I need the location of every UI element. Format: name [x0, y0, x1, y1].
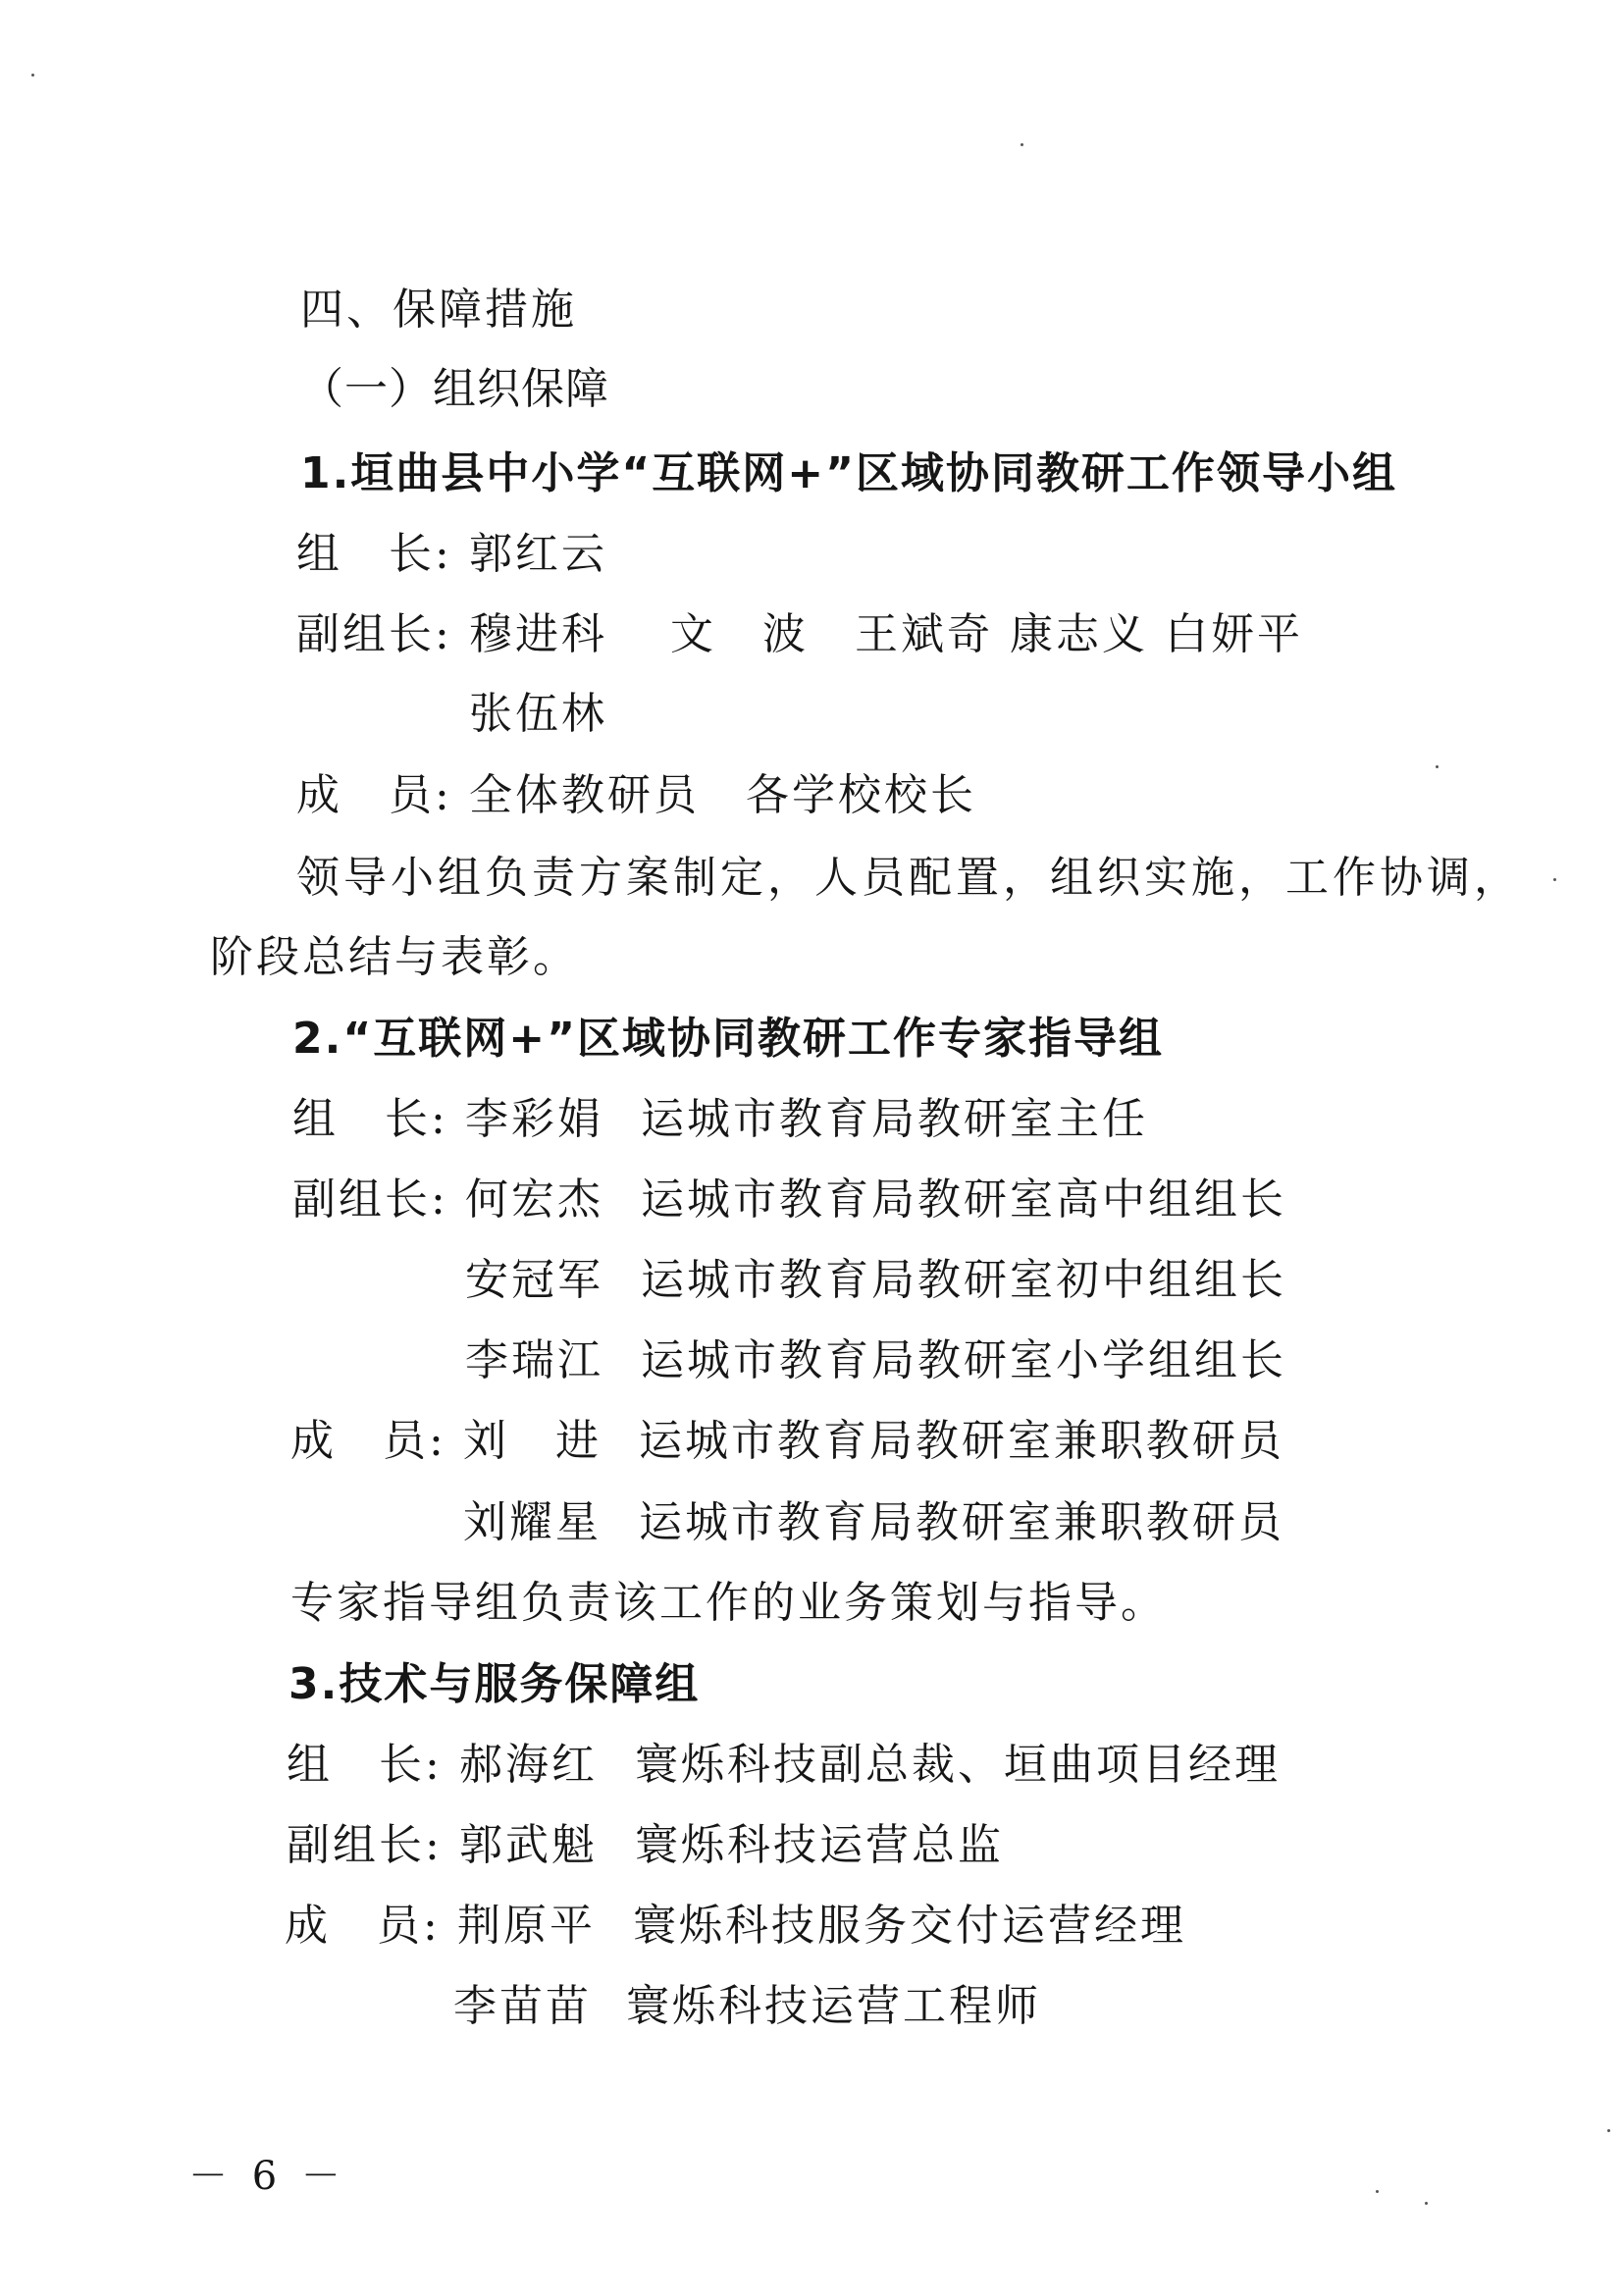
group3-leader-label: 组 长: — [287, 1740, 443, 1790]
scan-speck — [1021, 143, 1023, 146]
group2-member-name: 刘 进 — [463, 1416, 602, 1466]
group2-deputy-name: 李瑞江 — [465, 1335, 603, 1385]
group2-title: 2.“互联网+”区域协同教研工作专家指导组 — [292, 1014, 1165, 1064]
group3-deputy-role: 寰烁科技运营总监 — [635, 1820, 1004, 1870]
scan-speck — [1436, 765, 1439, 768]
subsection-heading: （一）组织保障 — [300, 364, 609, 414]
group2-member-role: 运城市教育局教研室兼职教研员 — [639, 1416, 1284, 1466]
group1-leader-label: 组 长: — [296, 529, 452, 579]
scan-speck — [1607, 2129, 1610, 2132]
group1-members-label: 成 员: — [296, 770, 452, 820]
scan-speck — [1376, 2190, 1379, 2193]
scan-speck — [1553, 878, 1556, 881]
scan-speck — [31, 74, 34, 77]
group1-leader-name: 郭红云 — [469, 529, 607, 579]
group1-title: 1.垣曲县中小学“互联网+”区域协同教研工作领导小组 — [300, 448, 1398, 498]
page-number: － 6 － — [188, 2154, 346, 2199]
group1-desc-line1: 领导小组负责方案制定，人员配置，组织实施，工作协调， — [296, 853, 1521, 903]
group1-deputy-names-cont: 张伍林 — [469, 689, 607, 739]
group2-member-role: 运城市教育局教研室兼职教研员 — [639, 1497, 1284, 1547]
group2-deputy-role: 运城市教育局教研室初中组组长 — [641, 1255, 1286, 1305]
group2-deputy-role: 运城市教育局教研室高中组组长 — [641, 1174, 1286, 1225]
section-heading: 四、保障措施 — [300, 285, 577, 335]
group3-deputy-name: 郭武魁 — [459, 1820, 598, 1870]
group2-members-label: 成 员: — [290, 1416, 446, 1466]
group1-deputy-label: 副组长: — [296, 609, 452, 659]
group3-member-name: 李苗苗 — [453, 1981, 592, 2031]
scan-speck — [1425, 2202, 1428, 2205]
group2-deputy-label: 副组长: — [292, 1174, 448, 1225]
group2-leader-role: 运城市教育局教研室主任 — [641, 1094, 1148, 1144]
group2-deputy-name: 何宏杰 — [465, 1174, 603, 1225]
group3-title: 3.技术与服务保障组 — [288, 1659, 701, 1709]
group3-member-name: 荆原平 — [457, 1901, 596, 1951]
group3-member-role: 寰烁科技服务交付运营经理 — [633, 1901, 1186, 1951]
group3-members-row — [285, 1981, 1041, 2158]
group3-deputy-label: 副组长: — [287, 1820, 443, 1870]
group1-members-text: 全体教研员 各学校校长 — [469, 770, 976, 820]
group2-leader-label: 组 长: — [292, 1094, 448, 1144]
group3-leader-name: 郝海红 — [459, 1740, 598, 1790]
group1-deputy-names: 穆进科 文 波 王斌奇 康志义 白妍平 — [469, 609, 1303, 659]
group1-desc-line2: 阶段总结与表彰。 — [210, 932, 579, 982]
group3-member-role: 寰烁科技运营工程师 — [626, 1981, 1041, 2031]
group2-deputy-role: 运城市教育局教研室小学组组长 — [641, 1335, 1286, 1385]
group2-desc: 专家指导组负责该工作的业务策划与指导。 — [290, 1578, 1167, 1628]
group2-deputy-name: 安冠军 — [465, 1255, 603, 1305]
group2-member-name: 刘耀星 — [463, 1497, 602, 1547]
group3-members-label: 成 员: — [285, 1901, 441, 1951]
group2-leader-name: 李彩娟 — [465, 1094, 603, 1144]
group3-leader-role: 寰烁科技副总裁、垣曲项目经理 — [635, 1740, 1281, 1790]
